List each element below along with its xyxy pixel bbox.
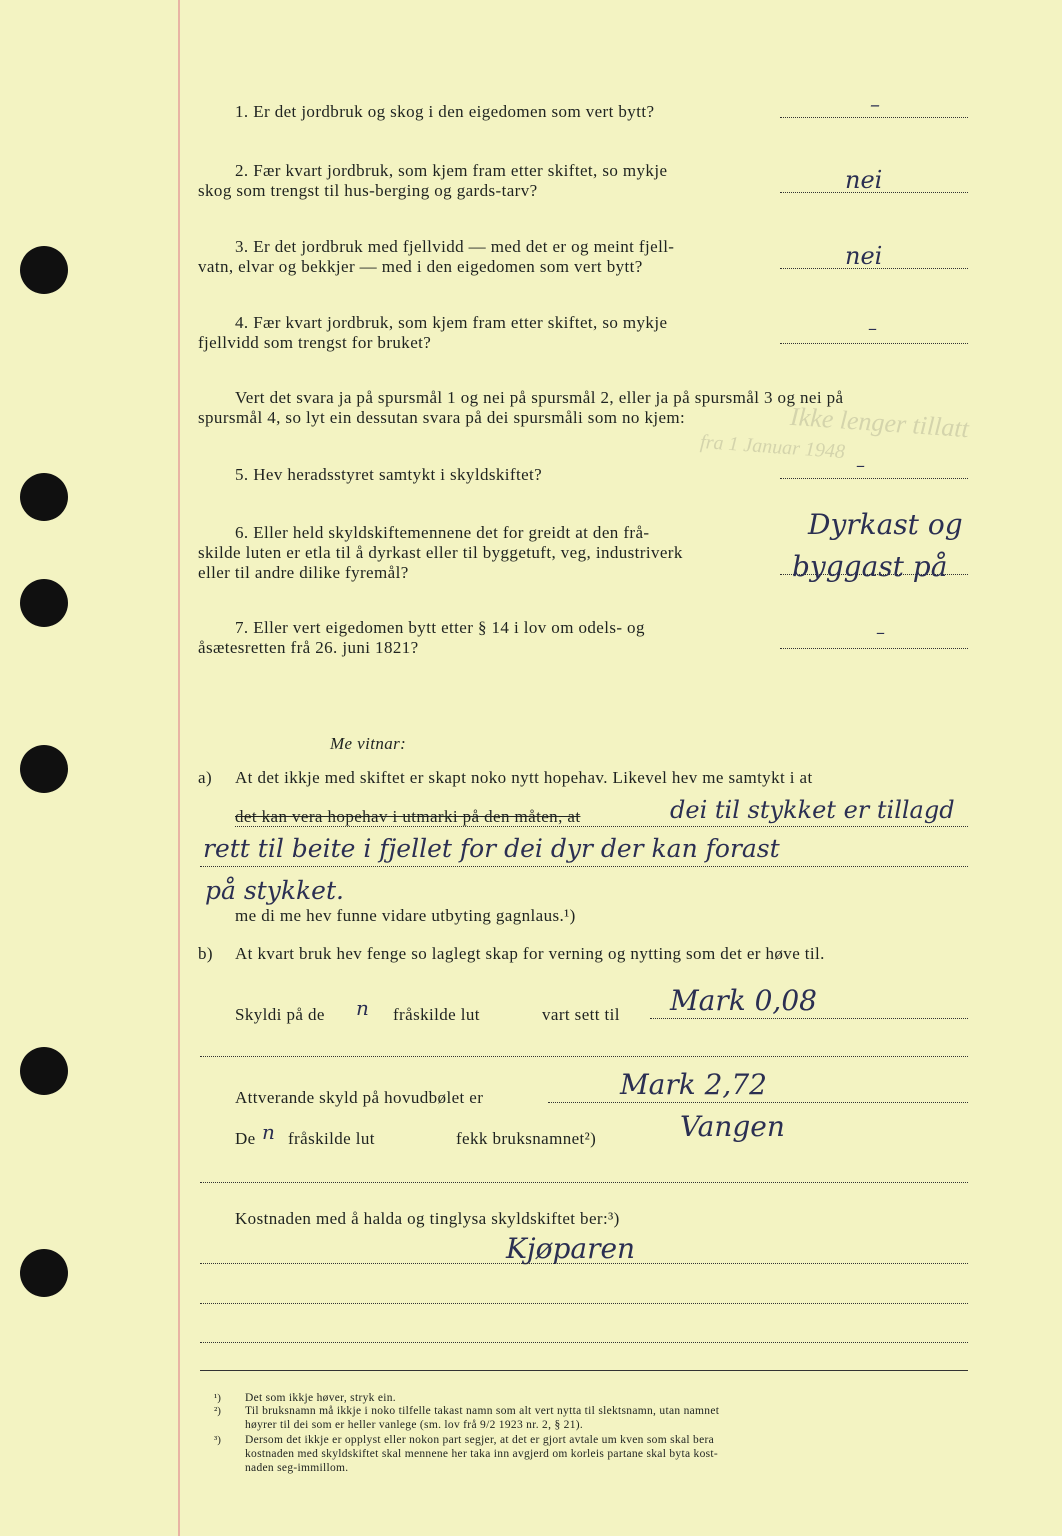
answer-3: nei [845,242,883,270]
cost-label: Kostnaden med å halda og tinglysa skyldskiftet ber:³) [235,1209,620,1228]
footnote-3-line2: kostnaden med skyldskiftet skal mennene her taka inn avgjerd om korleis partane skal byta kost- [245,1448,719,1460]
writing-line [200,1263,968,1264]
question-7-line2: åsætesretten frå 26. juni 1821? [198,638,419,657]
binder-hole [20,745,68,793]
remaining-skyld-label: Attverande skyld på hovudbølet er [235,1088,484,1107]
footnote-2-line1: Til bruksnamn må ikkje i noko tilfelle takast namn som alt vert nytta til slektsnamn, utan namnet [245,1405,720,1417]
answer-line-4 [780,343,968,344]
skyld-label-part1: Skyldi på de [235,1005,325,1024]
binder-hole [20,1047,68,1095]
witness-a-handwritten-2: rett til beite i fjellet for dei dyr der kan forast [203,834,780,863]
question-7-line1: 7. Eller vert eigedomen bytt etter § 14 i lov om odels- og [235,618,645,637]
question-6-line3: eller til andre dilike fyremål? [198,563,409,582]
question-1: 1. Er det jordbruk og skog i den eigedomen som vert bytt? [235,102,655,121]
ghost-stamp-line2: fra 1 Januar 1948 [699,430,846,464]
binder-hole [20,473,68,521]
name-label-part3: fekk bruksnamnet²) [456,1129,597,1148]
witness-a-end: me di me hev funne vidare utbyting gagnlaus.¹) [235,906,576,925]
ghost-stamp-line1: Ikke lenger tillatt [789,401,970,444]
writing-line [200,1342,968,1343]
binder-hole [20,246,68,294]
answer-line-1 [780,117,968,118]
answer-5: – [856,455,865,476]
answer-1: – [870,92,880,116]
writing-line [235,826,968,827]
writing-line [200,1056,968,1057]
writing-line [200,1303,968,1304]
footnote-2-line2: høyrer til dei som er heller vanlege (sm. lov frå 9/2 1923 nr. 2, § 21). [245,1419,584,1431]
binder-hole [20,579,68,627]
witness-a-handwritten-1: dei til stykket er tillagd [670,796,955,824]
cost-value: Kjøparen [506,1232,636,1265]
skyld-label-part2: fråskilde lut [393,1005,480,1024]
question-5: 5. Hev heradsstyret samtykt i skyldskiftet? [235,465,543,484]
question-6-line1: 6. Eller held skyldskiftemennene det for greidt at den frå- [235,523,650,542]
answer-6-line2: byggast på [792,550,948,583]
writing-line [200,1182,968,1183]
footnote-3-marker: ³) [214,1434,221,1446]
answer-2: nei [845,166,883,194]
writing-line [200,866,968,867]
footnote-3-line1: Dersom det ikkje er opplyst eller nokon part segjer, at det er gjort avtale um kven som skal bera [245,1434,715,1446]
question-2-line2: skog som trengst til hus-berging og gards-tarv? [198,181,538,200]
name-label-handwritten: n [262,1120,275,1144]
margin-rule [178,0,180,1536]
witness-a-handwritten-3: på stykket. [205,876,344,905]
question-3-line2: vatn, elvar og bekkjer — med i den eigedomen som vert bytt? [198,257,643,276]
witness-a-struck-text: det kan vera hopehav i utmarki på den måten, at [235,807,581,826]
skyld-line [650,1018,968,1019]
question-2-line1: 2. Fær kvart jordbruk, som kjem fram etter skiftet, so mykje [235,161,668,180]
question-3-line1: 3. Er det jordbruk med fjellvidd — med det er og meint fjell- [235,237,675,256]
witness-heading: Me vitnar: [330,734,407,753]
witness-a-label: a) [198,768,213,787]
question-4-line1: 4. Fær kvart jordbruk, som kjem fram etter skiftet, so mykje [235,313,668,332]
footnote-1-marker: ¹) [214,1392,221,1404]
answer-7: – [876,622,885,643]
skyld-value: Mark 0,08 [670,984,817,1017]
name-label-part2: fråskilde lut [288,1129,375,1148]
answer-4: – [868,318,877,339]
witness-a-text: At det ikkje med skiftet er skapt noko nytt hopehav. Likevel hev me samtykt i at [235,768,813,787]
farm-name-value: Vangen [680,1110,785,1143]
footnote-3-line3: naden seg-immillom. [245,1462,349,1474]
instruction-line2: spursmål 4, so lyt ein dessutan svara på dei spursmåli som no kjem: [198,408,686,427]
answer-6-line1: Dyrkast og [808,508,963,541]
witness-b-label: b) [198,944,213,963]
footnote-1: Det som ikkje høver, stryk ein. [245,1392,396,1404]
answer-line-7 [780,648,968,649]
question-6-line2: skilde luten er etla til å dyrkast eller til byggetuft, veg, industriverk [198,543,683,562]
remaining-skyld-value: Mark 2,72 [620,1068,767,1101]
binder-hole [20,1249,68,1297]
skyld-label-part3: vart sett til [542,1005,620,1024]
skyld-label-handwritten: n [356,996,369,1020]
witness-b-text: At kvart bruk hev fenge so laglegt skap for verning og nytting som det er høve til. [235,944,825,963]
instruction-line1: Vert det svara ja på spursmål 1 og nei på spursmål 2, eller ja på spursmål 3 og nei på [235,388,844,407]
remaining-skyld-line [548,1102,968,1103]
footnote-2-marker: ²) [214,1405,221,1417]
answer-line-5 [780,478,968,479]
footnote-separator [200,1370,968,1371]
question-4-line2: fjellvidd som trengst for bruket? [198,333,432,352]
name-label-part1: De [235,1129,256,1148]
